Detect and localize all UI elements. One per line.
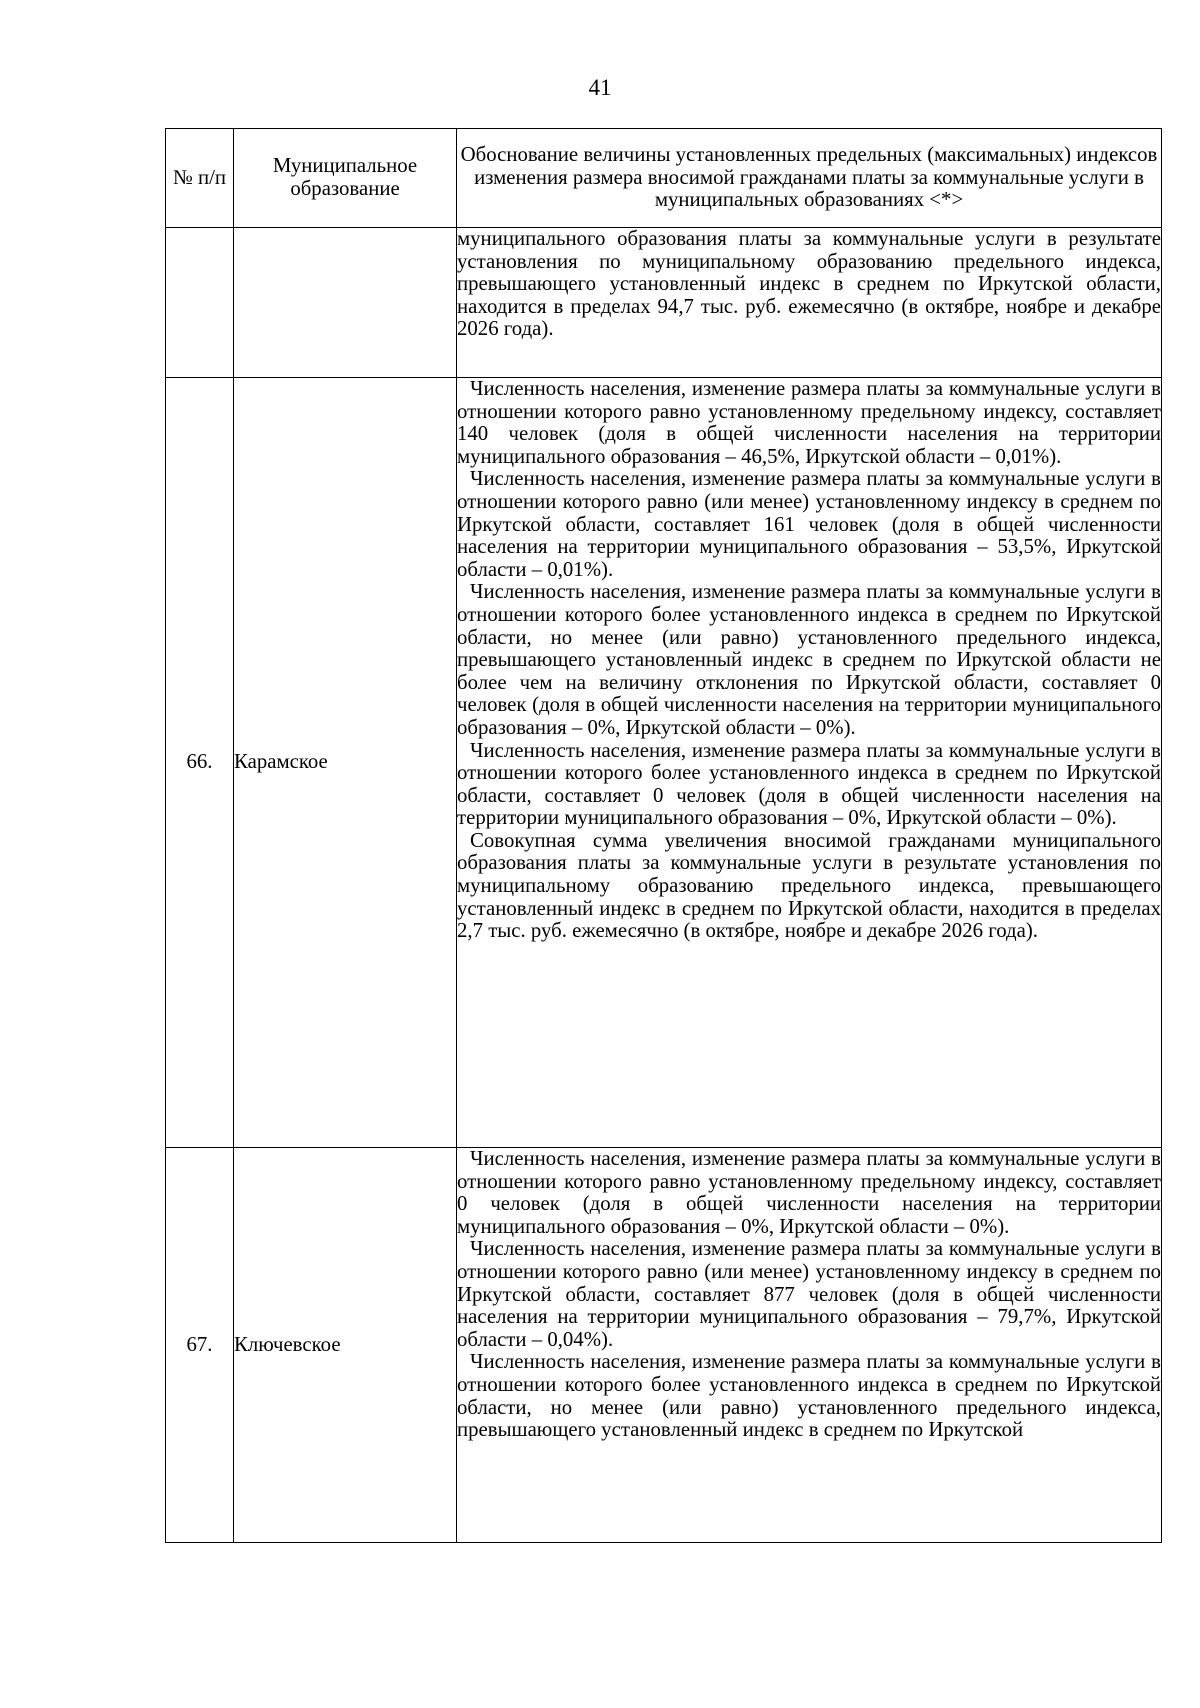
row-municipality bbox=[234, 228, 457, 378]
paragraph: Численность населения, изменение размера платы за коммунальные услуги в отношении которого более установленного индекса в среднем по Иркутской области, но менее (или равно) установленного предельного индекса, превышающего установленный индекс в среднем по Иркутской области не более чем на величину отклонения по Иркутской области, составляет 0 человек (доля в общей численности населения на территории муниципального образования – 0%, Иркутской области – 0%). bbox=[457, 580, 1161, 739]
row-municipality: Ключевское bbox=[234, 1148, 457, 1543]
paragraph: Совокупная сумма увеличения вносимой гражданами муниципального образования платы за коммунальные услуги в результате установления по муниципальному образованию предельного индекса, превышающего установленный индекс в среднем по Иркутской области, находится в пределах 2,7 тыс. руб. ежемесячно (в октябре, ноябре и декабре 2026 года). bbox=[457, 828, 1161, 943]
paragraph: муниципального образования платы за коммунальные услуги в результате установления по муниципальному образованию предельного индекса, превышающего установленный индекс в среднем по Иркутской области, находится в пределах 94,7 тыс. руб. ежемесячно (в октябре, ноябре и декабре 2026 года). bbox=[457, 227, 1161, 341]
paragraph: Численность населения, изменение размера платы за коммунальные услуги в отношении которого равно (или менее) установленному индексу в среднем по Иркутской области, составляет 161 человек (доля в общей численности населения на территории муниципального образования – 53,5%, Иркутской области – 0,01%). bbox=[457, 467, 1161, 581]
header-justification: Обоснование величины установленных предельных (максимальных) индексов изменения размера вносимой гражданами платы за коммунальные услуги в муниципальных образованиях <*> bbox=[457, 129, 1162, 228]
table-header-row bbox=[166, 129, 1162, 228]
paragraph: Численность населения, изменение размера платы за коммунальные услуги в отношении которого более установленного индекса в среднем по Иркутской области, но менее (или равно) установленного предельного индекса, превышающего установленный индекс в среднем по Иркутской bbox=[457, 1350, 1161, 1442]
row-number bbox=[166, 228, 234, 378]
paragraph: Численность населения, изменение размера платы за коммунальные услуги в отношении которого равно установленному предельному индексу, составляет 140 человек (доля в общей численности населения на территории муниципального образования – 46,5%, Иркутской области – 0,01%). bbox=[457, 377, 1161, 468]
table-row-67 bbox=[166, 1148, 1162, 1543]
paragraph: Численность населения, изменение размера платы за коммунальные услуги в отношении которого более установленного индекса в среднем по Иркутской области, составляет 0 человек (доля в общей численности населения на территории муниципального образования – 0%, Иркутской области – 0%). bbox=[457, 738, 1161, 830]
page-number: 41 bbox=[588, 75, 612, 100]
table-row-66 bbox=[166, 378, 1162, 1148]
justification-table bbox=[165, 128, 1162, 1543]
table-row-continued bbox=[166, 228, 1162, 378]
row-municipality: Карамское bbox=[234, 378, 457, 1148]
header-number: № п/п bbox=[166, 129, 234, 228]
row-justification bbox=[457, 378, 1162, 1148]
paragraph: Численность населения, изменение размера платы за коммунальные услуги в отношении которого равно (или менее) установленному индексу в среднем по Иркутской области, составляет 877 человек (доля в общей численности населения на территории муниципального образования – 79,7%, Иркутской области – 0,04%). bbox=[457, 1237, 1161, 1351]
row-number: 67. bbox=[166, 1148, 234, 1543]
row-justification bbox=[457, 228, 1162, 378]
row-number: 66. bbox=[166, 378, 234, 1148]
row-justification bbox=[457, 1148, 1162, 1543]
paragraph: Численность населения, изменение размера платы за коммунальные услуги в отношении которого равно установленному предельному индексу, составляет 0 человек (доля в общей численности населения на территории муниципального образования – 0%, Иркутской области – 0%). bbox=[457, 1147, 1161, 1238]
header-municipality: Муниципальное образование bbox=[234, 129, 457, 228]
